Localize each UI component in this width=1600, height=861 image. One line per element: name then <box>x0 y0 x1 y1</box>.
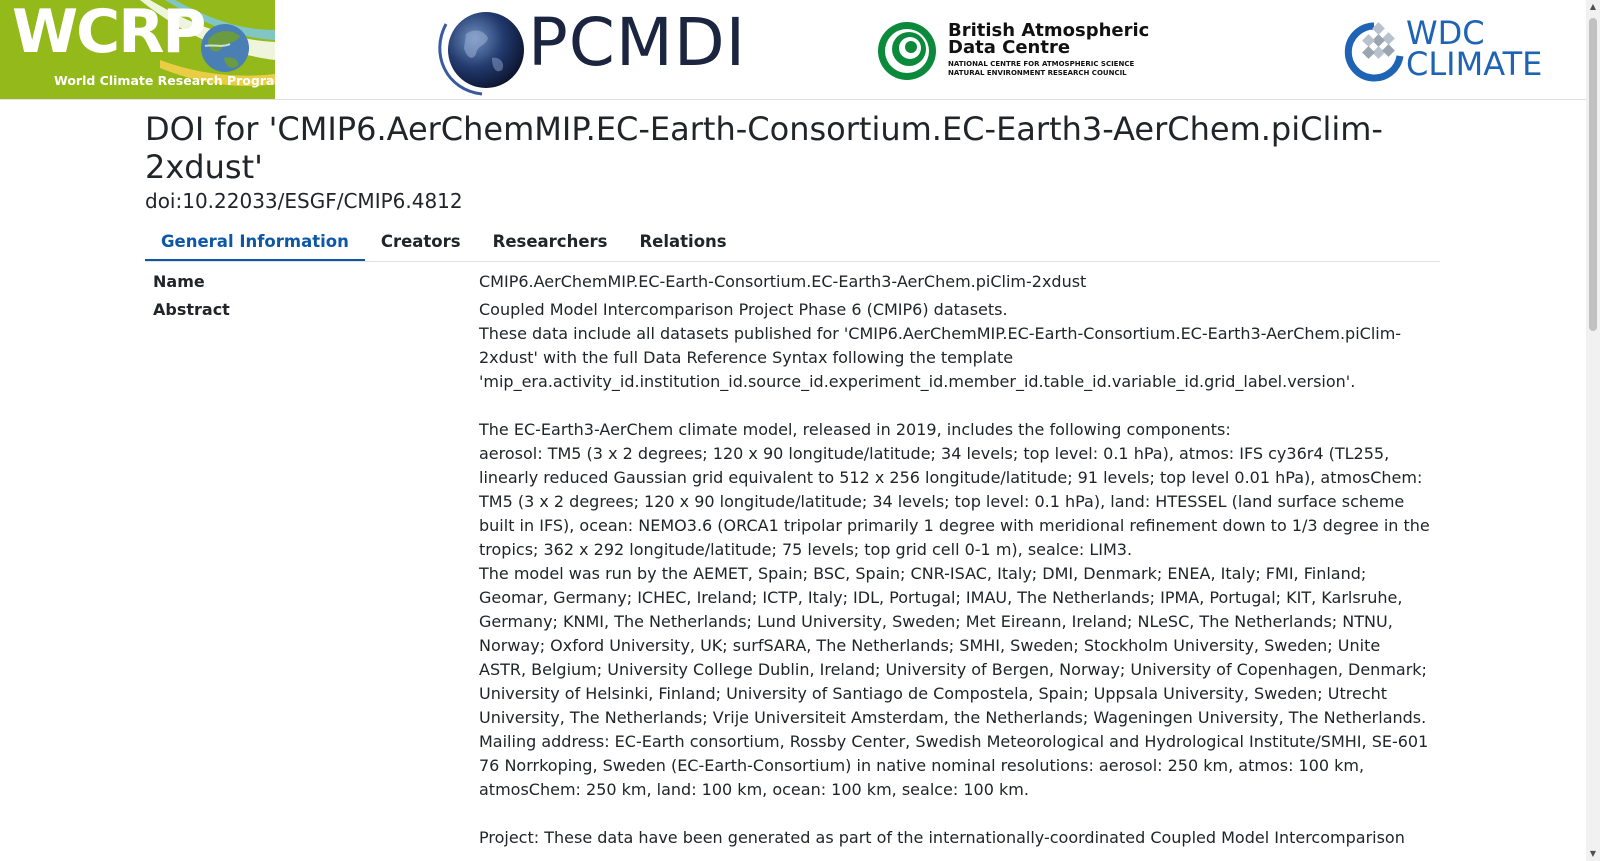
badc-logo-title <box>948 22 1149 56</box>
wcrp-logo-subtitle: World Climate Research Programme <box>54 73 309 88</box>
header-logos <box>0 0 1586 100</box>
wcrp-logo[interactable] <box>0 0 309 99</box>
wdc-logo-line1: WDC <box>1406 14 1485 52</box>
abstract-value <box>471 296 1440 852</box>
scroll-up-arrow-icon[interactable]: ▲ <box>1589 2 1597 11</box>
name-value: CMIP6.AerChemMIP.EC-Earth-Consortium.EC-Earth3-AerChem.piClim-2xdust <box>479 272 1087 291</box>
abstract-paragraph-1: Coupled Model Intercomparison Project Phase 6 (CMIP6) datasets. <box>479 300 1008 319</box>
badc-title-line2: Data Centre <box>948 37 1071 58</box>
abstract-spacer <box>479 394 1432 418</box>
abstract-paragraph-4: aerosol: TM5 (3 x 2 degrees; 120 x 90 longitude/latitude; 34 levels; top level: 0.1 hPa), atmos: IFS cy36r4 (TL255, linearly reduced Gaussian grid equivalent to 512 x 256 longitude/latitude; 91 levels; top level 0.01 hPa), atmosChem: TM5 (3 x 2 degrees; 120 x 90 longitude/latitude; 34 levels; top level: 0.1 hPa), land: HTESSEL (land surface scheme built in IFS), ocean: NEMO3.6 (ORCA1 tripolar primarily 1 degree with meridional refinement down to 1/3 degree in the tropics; 362 x 292 longitude/latitude; 75 levels; top grid cell 0-1 m), sealce: LIM3. <box>479 444 1430 559</box>
abstract-spacer-2 <box>479 802 1432 826</box>
wdc-logo-line2: CLIMATE <box>1406 45 1543 83</box>
wdc-diamond-icon <box>1344 16 1406 82</box>
badc-logo[interactable] <box>876 18 1150 84</box>
badc-logo-subtitle <box>948 60 1134 78</box>
vertical-scrollbar[interactable] <box>1586 0 1600 861</box>
pcmdi-logo-text: PCMDI <box>528 4 747 81</box>
wcrp-logo-text: WCRP <box>12 0 205 67</box>
wdc-climate-logo[interactable] <box>1344 16 1554 86</box>
abstract-paragraph-3: The EC-Earth3-AerChem climate model, released in 2019, includes the following components: <box>479 420 1231 439</box>
abstract-paragraph-5: The model was run by the AEMET, Spain; BSC, Spain; CNR-ISAC, Italy; DMI, Denmark; ENEA, Italy; FMI, Finland; Geomar, Germany; ICHEC, Ireland; ICTP, Italy; IDL, Portugal; IMAU, The Netherlands; IPMA, Portugal; KIT, Karlsruhe, Germany; KNMI, The Netherlands; Lund University, Sweden; Met Eireann, Ireland; NLeSC, The Netherlands; NTNU, Norway; Oxford University, UK; surfSARA, The Netherlands; SMHI, Sweden; Stockholm University, Sweden; Unite ASTR, Belgium; University College Dublin, Ireland; University of Bergen, Norway; University of Copenhagen, Denmark; University of Helsinki, Finland; University of Santiago de Compostela, Spain; Uppsala University, Sweden; Utrecht University, The Netherlands; Vrije Universiteit Amsterdam, the Netherlands; Wageningen University, The Netherlands. Mailing address: EC-Earth consortium, Rossby Center, Swedish Meteorological and Hydrological Institute/SMHI, SE-601 76 Norrkoping, Sweden (EC-Earth-Consortium) in native nominal resolutions: aerosol: 250 km, atmos: 100 km, atmosChem: 250 km, land: 100 km, ocean: 100 km, sealce: 100 km. <box>479 564 1429 799</box>
pcmdi-logo[interactable] <box>436 4 747 96</box>
badc-title-line1: British Atmospheric <box>948 20 1150 41</box>
scrollbar-thumb[interactable] <box>1589 18 1597 331</box>
badc-spiral-icon <box>876 20 938 82</box>
abstract-paragraph-6: Project: These data have been generated as part of the internationally-coordinated Coupled Model Intercomparison <box>479 828 1405 847</box>
scroll-down-arrow-icon[interactable]: ▼ <box>1589 849 1597 858</box>
abstract-label: Abstract <box>153 300 230 319</box>
tab-researchers[interactable]: Researchers <box>492 232 608 251</box>
badc-sub-line2: NATURAL ENVIRONMENT RESEARCH COUNCIL <box>948 69 1127 77</box>
doi-identifier: doi:10.22033/ESGF/CMIP6.4812 <box>145 189 463 213</box>
globe-icon <box>436 4 528 96</box>
table-row-name <box>145 268 1440 296</box>
badc-sub-line1: NATIONAL CENTRE FOR ATMOSPHERIC SCIENCE <box>948 60 1135 68</box>
page-title: DOI for 'CMIP6.AerChemMIP.EC-Earth-Consortium.EC-Earth3-AerChem.piClim-2xdust' <box>145 110 1383 186</box>
name-label: Name <box>153 272 205 291</box>
abstract-paragraph-2: These data include all datasets published for 'CMIP6.AerChemMIP.EC-Earth-Consortium.EC-Earth3-AerChem.piClim-2xdust' with the full Data Reference Syntax following the template 'mip_era.activity_id.institution_id.source_id.experiment_id.member_id.table_id.variable_id.grid_label.version'. <box>479 324 1402 391</box>
general-info-table <box>145 268 1440 852</box>
tab-bar <box>145 224 1440 262</box>
tab-relations[interactable]: Relations <box>639 232 727 251</box>
tab-general-information[interactable]: General Information <box>145 224 365 261</box>
main-content <box>145 110 1440 852</box>
table-row-abstract <box>145 296 1440 852</box>
tab-creators[interactable]: Creators <box>380 232 461 251</box>
wdc-logo-text <box>1406 14 1543 83</box>
